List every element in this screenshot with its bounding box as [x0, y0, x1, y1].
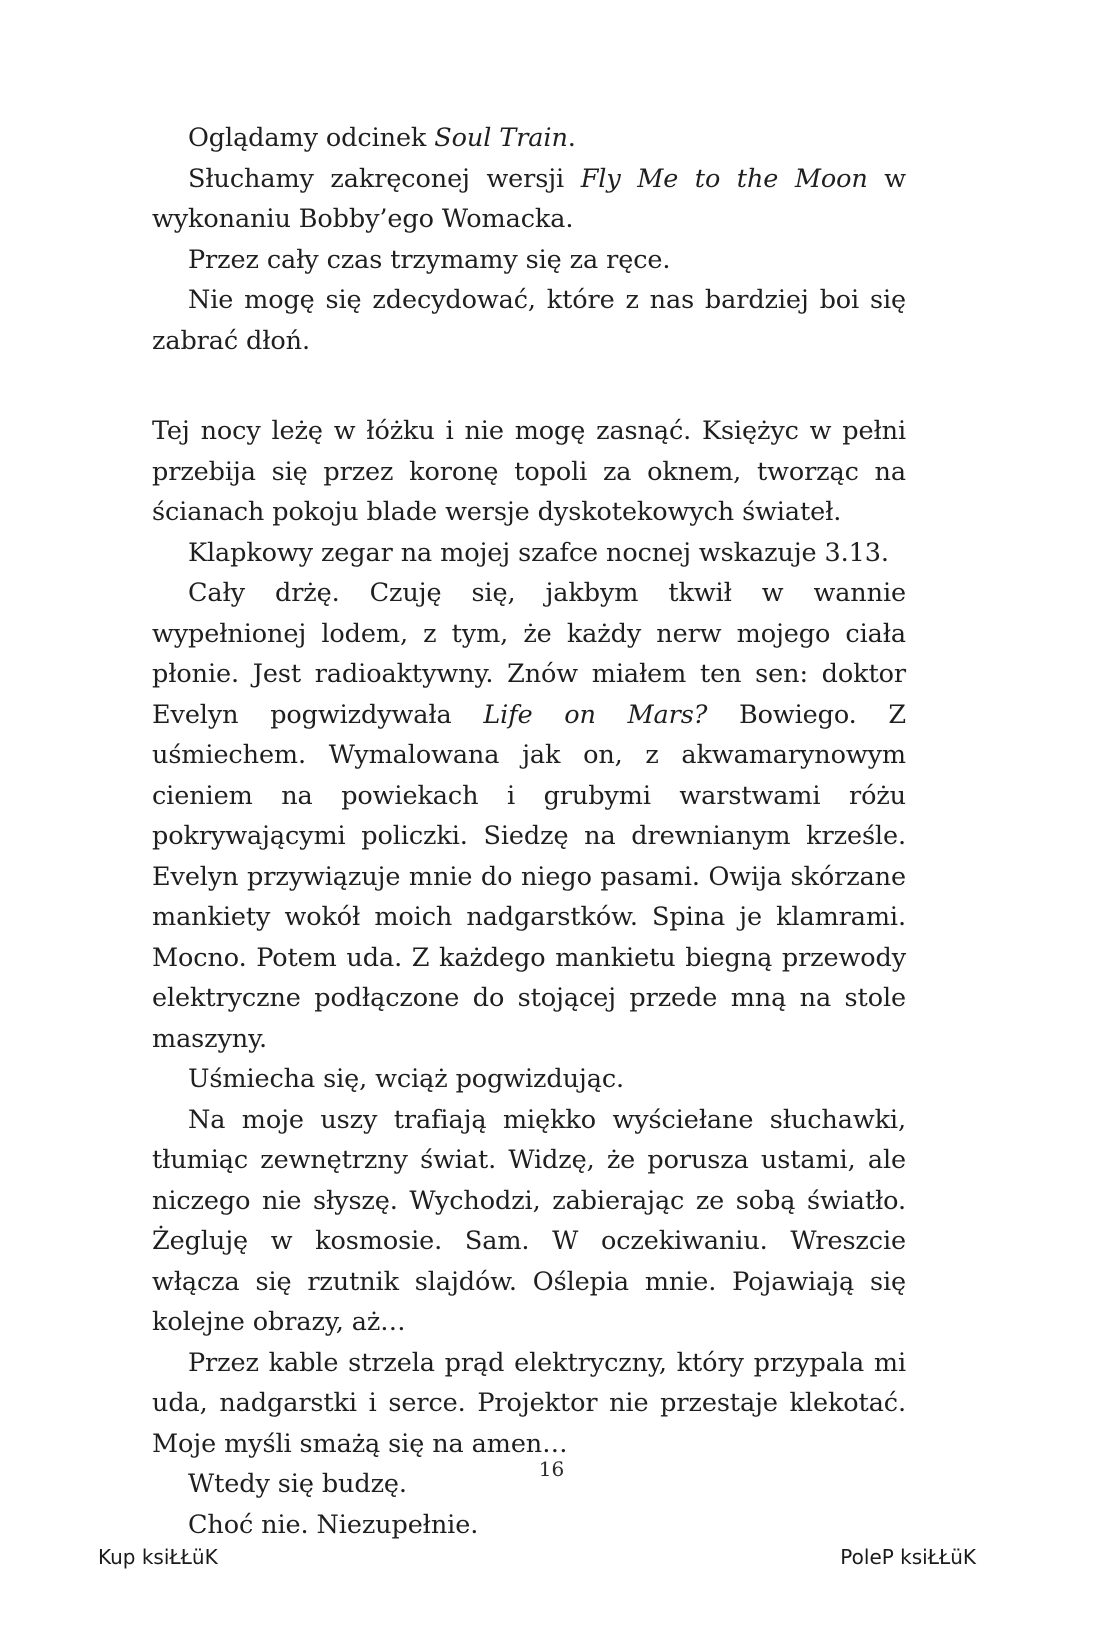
- paragraph: Uśmiecha się, wciąż pogwizdując.: [188, 1064, 625, 1094]
- paragraph: Nie mogę się zdecydować, które z nas bardziej boi się zabrać dłoń.: [152, 285, 906, 356]
- page-number: 16: [538, 1457, 565, 1481]
- paragraph: Na moje uszy trafiają miękko wyściełane słuchawki, tłumiąc zewnętrzny świat. Widzę, że porusza ustami, ale niczego nie słyszę. Wychodzi, zabierając ze sobą światło. Żegluję w kosmosie. Sam. W oczekiwaniu. Wreszcie włącza się rzutnik slajdów. Oślepia mnie. Pojawiają się kolejne obrazy, aż…: [152, 1104, 906, 1337]
- recommend-book-link[interactable]: PoleP ksiŁŁüK: [840, 1545, 976, 1569]
- text-section-top: [152, 118, 906, 361]
- paragraph: Przez kable strzela prąd elektryczny, który przypala mi uda, nadgarstki i serce. Projektor nie przestaje klekotać. Moje myśli smażą się na amen…: [152, 1347, 906, 1459]
- paragraph: Tej nocy leżę w łóżku i nie mogę zasnąć. Księżyc w pełni przebija się przez koronę topoli za oknem, tworząc na ścianach pokoju blade wersje dyskotekowych świateł.: [152, 416, 906, 527]
- buy-book-link[interactable]: Kup ksiŁŁüK: [98, 1545, 218, 1569]
- paragraph: Choć nie. Niezupełnie.: [188, 1509, 479, 1540]
- paragraph: Cały drżę. Czuję się, jakbym tkwił w wannie wypełnionej lodem, z tym, że każdy nerw mojego ciała płonie. Jest radioaktywny. Znów miałem ten sen: doktor Evelyn pogwizdywała Life on Mars? Bowiego. Z uśmiechem. Wymalowana jak on, z akwamarynowym cieniem na powiekach i grubymi warstwami różu pokrywającymi policzki. Siedzę na drewnianym krześle. Evelyn przywiązuje mnie do niego pasami. Owija skórzane mankiety wokół moich nadgarstków. Spina je klamrami. Mocno. Potem uda. Z każdego mankietu biegną przewody elektryczne podłączone do stojącej przede mną na stole maszyny.: [152, 578, 906, 1054]
- paragraph: Wtedy się budzę.: [188, 1469, 407, 1499]
- paragraph: Klapkowy zegar na mojej szafce nocnej wskazuje 3.13.: [188, 537, 889, 568]
- paragraph: Przez cały czas trzymamy się za ręce.: [188, 244, 671, 275]
- paragraph: Słuchamy zakręconej wersji Fly Me to the Moon w wykonaniu Bobby’ego Womacka.: [152, 163, 906, 234]
- text-section-main: [152, 411, 906, 1545]
- paragraph: Oglądamy odcinek Soul Train.: [188, 123, 576, 153]
